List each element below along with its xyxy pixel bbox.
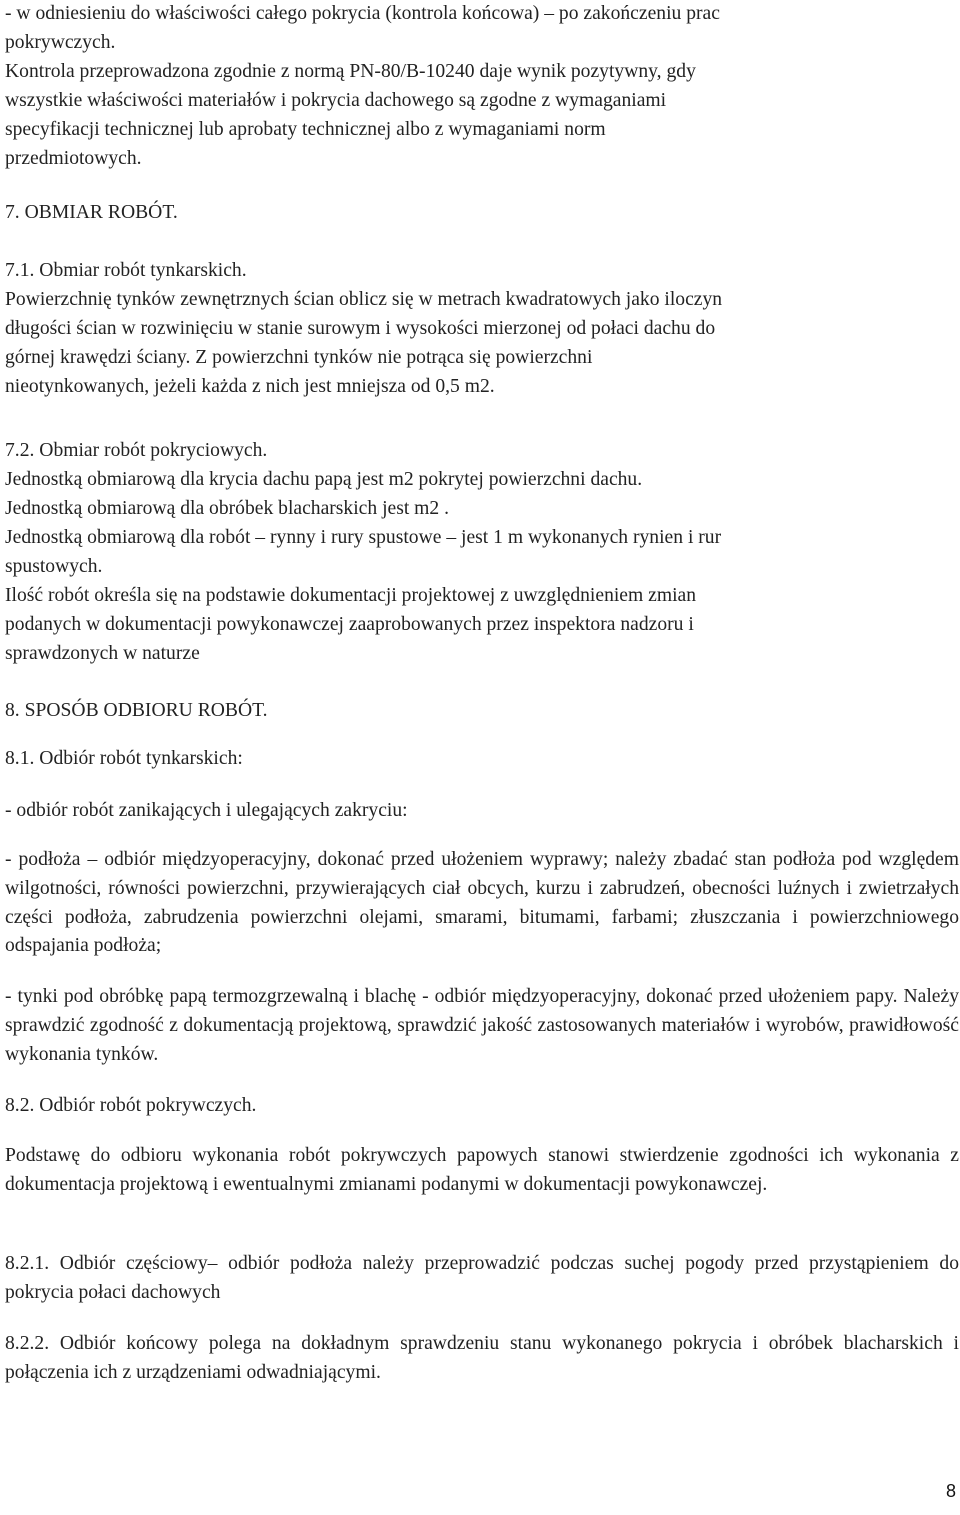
section-7-2-heading: 7.2. Obmiar robót pokryciowych. [5,440,268,461]
paragraph-8-2-2: 8.2.2. Odbiór końcowy polega na dokładnym sprawdzeniu stanu wykonanego pokrycia i obróbek blacharskich i połączenia ich z urządzeniami odwadniającymi. [5,1333,959,1383]
text-line: Jednostką obmiarową dla obróbek blacharskich jest m2 . [5,498,450,519]
paragraph: - tynki pod obróbkę papą termozgrzewalną i blachę - odbiór międzyoperacyjny, dokonać przed ułożeniem papy. Należy sprawdzić zgodność z dokumentacją projektową, sprawdzić jakość zastosowanych materiałów i wyrobów, prawidłowość wykonania tynków. [5,986,959,1065]
section-7-1-heading: 7.1. Obmiar robót tynkarskich. [5,260,247,281]
intro-block [5,0,959,173]
text-line: wszystkie właściwości materiałów i pokrycia dachowego są zgodne z wymaganiami [5,90,667,111]
section-8-1-heading: 8.1. Odbiór robót tynkarskich: [5,748,243,769]
text-line: górnej krawędzi ściany. Z powierzchni tynków nie potrąca się powierzchni [5,347,593,368]
section-8-heading: 8. SPOSÓB ODBIORU ROBÓT. [5,700,268,721]
text-line: podanych w dokumentacji powykonawczej zaaprobowanych przez inspektora nadzoru i [5,614,694,635]
text-line: Powierzchnię tynków zewnętrznych ścian oblicz się w metrach kwadratowych jako iloczyn [5,289,723,310]
text-line: Jednostką obmiarową dla robót – rynny i rury spustowe – jest 1 m wykonanych rynien i rur [5,527,722,548]
text-line: Jednostką obmiarową dla krycia dachu papą jest m2 pokrytej powierzchni dachu. [5,469,643,490]
section-7-1-block [5,256,959,401]
text-line: Kontrola przeprowadzona zgodnie z normą PN-80/B-10240 daje wynik pozytywny, gdy [5,61,696,82]
section-7-2-block [5,436,959,668]
paragraph: - podłoża – odbiór międzyoperacyjny, dokonać przed ułożeniem wyprawy; należy zbadać stan podłoża pod względem wilgotności, równości powierzchni, przywierających ciał obcych, kurzu i zabrudzeń, obecności luźnych i zwietrzałych części podłoża, zabrudzenia powierzchni olejami, smarami, bitumami, farbami; złuszczania i powierzchniowego odspajania podłoża; [5,849,959,957]
text-line: specyfikacji technicznej lub aprobaty technicznej albo z wymaganiami norm [5,119,606,140]
text-line: - w odniesieniu do właściwości całego pokrycia (kontrola końcowa) – po zakończeniu prac [5,3,720,24]
page-number: 8 [945,1481,956,1501]
list-item: - odbiór robót zanikających i ulegających zakryciu: [5,800,408,821]
section-8-2-heading: 8.2. Odbiór robót pokrywczych. [5,1095,257,1116]
section-7-heading: 7. OBMIAR ROBÓT. [5,202,178,223]
text-line: przedmiotowych. [5,148,142,169]
paragraph: Podstawę do odbioru wykonania robót pokrywczych papowych stanowi stwierdzenie zgodności ich wykonania z dokumentacja projektową i ewentualnymi zmianami podanymi w dokumentacji powykonawczej. [5,1145,959,1195]
paragraph-8-2-1: 8.2.1. Odbiór częściowy– odbiór podłoża należy przeprowadzić podczas suchej pogody przed przystąpieniem do pokrycia połaci dachowych [5,1253,959,1303]
text-line: pokrywczych. [5,32,116,53]
text-line: sprawdzonych w naturze [5,643,200,664]
text-line: Ilość robót określa się na podstawie dokumentacji projektowej z uwzględnieniem zmian [5,585,697,606]
text-line: nieotynkowanych, jeżeli każda z nich jest mniejsza od 0,5 m2. [5,376,495,397]
text-line: spustowych. [5,556,103,577]
text-line: długości ścian w rozwinięciu w stanie surowym i wysokości mierzonej od połaci dachu do [5,318,716,339]
